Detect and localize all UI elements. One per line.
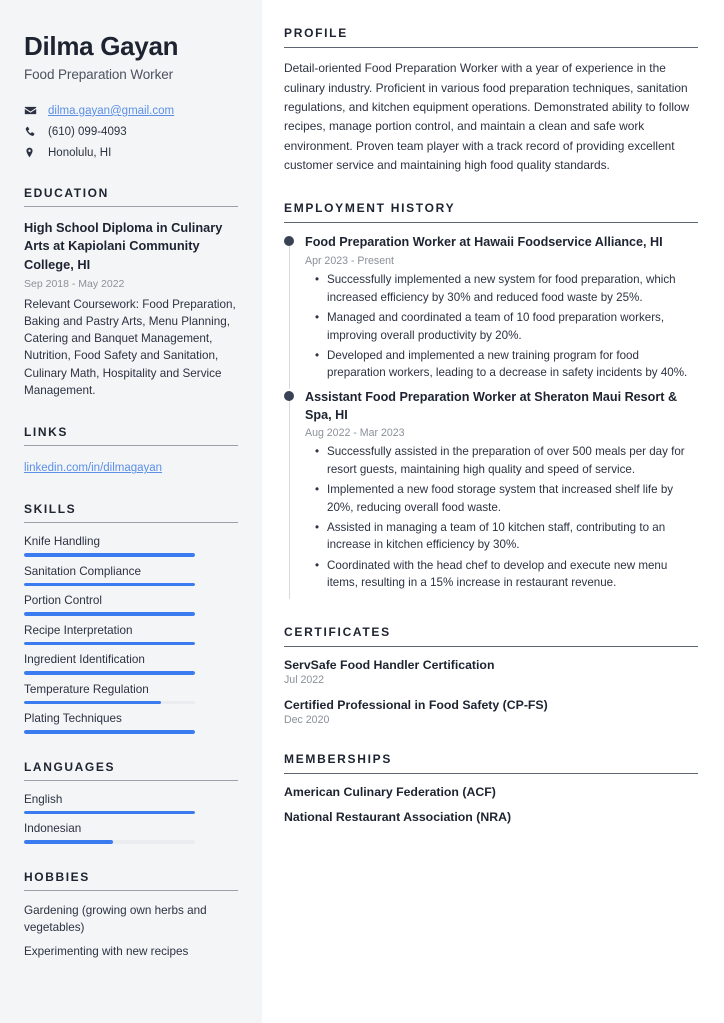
link-item[interactable]: linkedin.com/in/dilmagayan (24, 462, 163, 475)
education-section (24, 186, 238, 400)
skills-list (24, 535, 238, 734)
hobbies-heading: HOBBIES (24, 869, 90, 884)
links-list (24, 458, 238, 476)
memberships-list (284, 785, 698, 824)
membership-item: American Culinary Federation (ACF) (284, 785, 496, 800)
certificate-item (284, 698, 698, 726)
skill-label: Indonesian (24, 822, 82, 836)
skill-item (24, 793, 238, 815)
skill-item (24, 565, 238, 587)
envelope-icon (24, 104, 40, 118)
certificates-rule (284, 646, 698, 647)
skill-level-bar (24, 811, 195, 815)
skill-item (24, 653, 238, 675)
profile-heading: PROFILE (284, 26, 348, 40)
certificate-name: Certified Professional in Food Safety (CP-FS) (284, 697, 548, 712)
skill-level-fill (24, 671, 195, 675)
certificate-date: Jul 2022 (284, 673, 325, 686)
memberships-section (284, 752, 698, 824)
membership-item: National Restaurant Association (NRA) (284, 810, 512, 825)
skill-label: Plating Techniques (24, 712, 122, 726)
education-rule (24, 206, 238, 207)
employment-bullet: • Successfully implemented a new system for food preparation, which increased efficiency by 30% and reduced food waste by 25%. (327, 271, 698, 306)
education-dates: Sep 2018 - May 2022 (24, 277, 125, 290)
employment-dates: Apr 2023 - Present (305, 255, 394, 268)
memberships-rule (284, 773, 698, 774)
links-section (24, 425, 238, 476)
contact-row[interactable] (24, 104, 238, 118)
employment-bullet: • Managed and coordinated a team of 10 food preparation workers, improving overall productivity by 20%. (327, 309, 698, 344)
skills-heading: SKILLS (24, 502, 77, 517)
skill-label: Knife Handling (24, 535, 101, 549)
education-description: Relevant Coursework: Food Preparation, Baking and Pastry Arts, Menu Planning, Catering and Banquet Management, Nutrition, Food Safety and Sanitation, Culinary Math, Hospitality and Service Management. (24, 297, 236, 398)
phone-icon (24, 125, 40, 139)
education-degree: High School Diploma in Culinary Arts at Kapiolani Community College, HI (24, 219, 223, 272)
timeline-line (289, 240, 290, 388)
employment-bullet: • Implemented a new food storage system that increased shelf life by 20%, reducing overall food waste. (327, 481, 698, 516)
skill-level-bar (24, 583, 195, 587)
profile-text: Detail-oriented Food Preparation Worker with a year of experience in the culinary industry. Proficient in various food preparation techniques, sanitation regulations, and kitchen equipment operations. Demonstrated ability to follow recipes, manage portion control, and maintain a clean and safe work environment. Proven team player with a track record of providing excellent customer service and maintaining high food quality standards. (284, 61, 690, 172)
skill-level-fill (24, 553, 195, 557)
skill-level-fill (24, 612, 195, 616)
skill-level-fill (24, 730, 195, 734)
skill-level-bar (24, 612, 195, 616)
certificates-heading: CERTIFICATES (284, 624, 391, 639)
skill-level-bar (24, 671, 195, 675)
timeline-dot-icon (284, 391, 294, 401)
skill-level-fill (24, 701, 161, 705)
languages-section (24, 760, 238, 844)
hobbies-list (24, 903, 238, 961)
certificates-list (284, 658, 698, 726)
certificate-name: ServSafe Food Handler Certification (284, 657, 495, 672)
skill-level-bar (24, 701, 195, 705)
contact-text: Honolulu, HI (48, 146, 112, 159)
skill-label: Portion Control (24, 594, 102, 608)
skill-level-bar (24, 642, 195, 646)
skill-level-bar (24, 553, 195, 557)
contact-list (24, 104, 238, 160)
timeline-line (289, 395, 290, 599)
employment-entry (284, 234, 698, 388)
employment-entry (284, 389, 698, 599)
skill-item (24, 624, 238, 646)
hobby-item: Experimenting with new recipes (24, 944, 189, 958)
skill-label: Temperature Regulation (24, 682, 149, 696)
skill-label: Ingredient Identification (24, 653, 145, 667)
hobbies-section (24, 870, 238, 961)
skill-item (24, 712, 238, 734)
skill-level-fill (24, 642, 195, 646)
employment-dates: Aug 2022 - Mar 2023 (305, 427, 405, 440)
skill-level-fill (24, 583, 195, 587)
location-pin-icon (24, 146, 40, 160)
hobby-item: Gardening (growing own herbs and vegetables) (24, 903, 207, 934)
skill-item (24, 822, 238, 844)
profile-section (284, 26, 698, 175)
languages-list (24, 793, 238, 844)
main-column (262, 0, 724, 1023)
employment-bullets (305, 443, 698, 591)
links-rule (24, 445, 238, 446)
languages-heading: LANGUAGES (24, 759, 116, 774)
skill-label: Recipe Interpretation (24, 623, 133, 637)
employment-bullet: • Coordinated with the head chef to develop and execute new menu items, resulting in a 15% increase in restaurant revenue. (327, 557, 698, 592)
candidate-job-title: Food Preparation Worker (24, 66, 174, 82)
skill-level-bar (24, 840, 195, 844)
certificate-date: Dec 2020 (284, 713, 330, 726)
skill-label: Sanitation Compliance (24, 564, 141, 578)
profile-rule (284, 47, 698, 48)
sidebar (0, 0, 262, 1023)
employment-bullet: • Assisted in managing a team of 10 kitchen staff, contributing to an increase in kitchen efficiency by 30%. (327, 519, 698, 554)
employment-bullet: • Successfully assisted in the preparation of over 500 meals per day for resort guests, maintaining high quality and speed of service. (327, 443, 698, 478)
contact-row (24, 125, 238, 139)
employment-rule (284, 222, 698, 223)
skill-item (24, 535, 238, 557)
skill-label: English (24, 792, 63, 806)
employment-bullets (305, 271, 698, 381)
education-heading: EDUCATION (24, 185, 109, 200)
skills-section (24, 502, 238, 734)
candidate-name: Dilma Gayan (24, 31, 179, 61)
contact-email-link[interactable]: dilma.gayan@gmail.com (48, 104, 175, 117)
skill-level-bar (24, 730, 195, 734)
contact-row (24, 146, 238, 160)
contact-text: (610) 099-4093 (48, 125, 127, 138)
skill-level-fill (24, 811, 195, 815)
skills-rule (24, 522, 238, 523)
employment-title: Assistant Food Preparation Worker at Sheraton Maui Resort & Spa, HI (305, 389, 678, 422)
employment-timeline (284, 234, 698, 598)
memberships-heading: MEMBERSHIPS (284, 751, 393, 766)
languages-rule (24, 780, 238, 781)
timeline-dot-icon (284, 236, 294, 246)
employment-heading: EMPLOYMENT HISTORY (284, 201, 456, 216)
skill-item (24, 594, 238, 616)
skill-level-fill (24, 840, 113, 844)
links-heading: LINKS (24, 425, 68, 440)
hobbies-rule (24, 890, 238, 891)
certificates-section (284, 625, 698, 726)
employment-bullet: • Developed and implemented a new training program for food preparation workers, leading to a decrease in safety incidents by 40%. (327, 347, 698, 382)
employment-title: Food Preparation Worker at Hawaii Foodservice Alliance, HI (305, 235, 663, 250)
employment-section (284, 201, 698, 598)
certificate-item (284, 658, 698, 686)
skill-item (24, 683, 238, 705)
